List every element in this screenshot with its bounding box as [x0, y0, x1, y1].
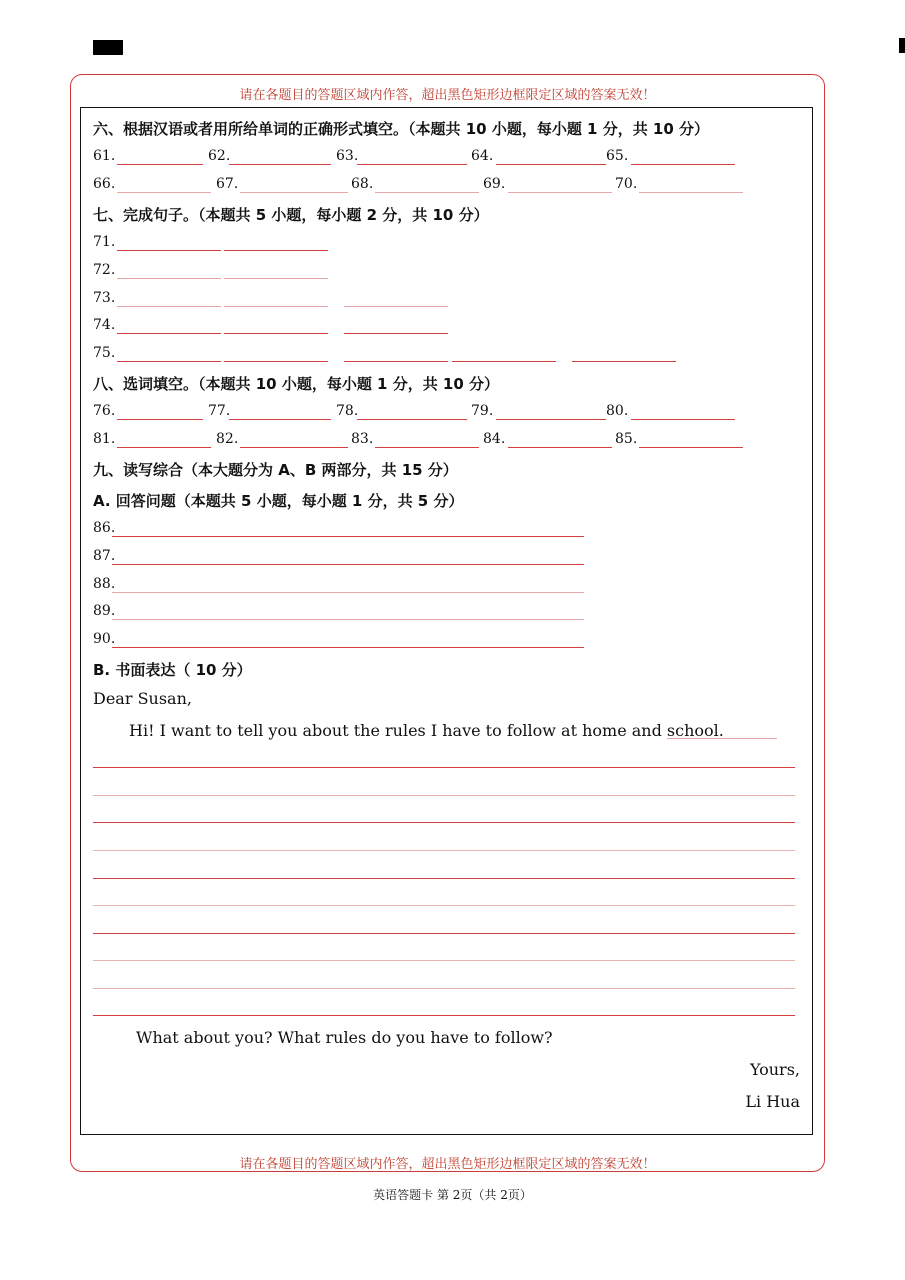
writing-line-2[interactable]	[93, 795, 795, 796]
alignment-marker-left	[93, 40, 123, 55]
q79-label: 79.	[471, 403, 494, 419]
q72-row	[93, 262, 793, 284]
q67-label: 67.	[216, 176, 239, 192]
page-footer: 英语答题卡 第 2页（共 2页）	[373, 1188, 532, 1202]
q89-answer-line[interactable]	[112, 619, 584, 620]
part-b-heading: B. 书面表达（ 10 分）	[93, 661, 252, 679]
q78-blank[interactable]	[357, 419, 467, 420]
q85-blank[interactable]	[639, 447, 743, 448]
q87-label: 87.	[93, 548, 116, 564]
q77-label: 77.	[208, 403, 231, 419]
q83-label: 83.	[351, 431, 374, 447]
section8-row2	[93, 431, 793, 453]
q88-row	[93, 576, 793, 598]
q79-blank[interactable]	[496, 419, 606, 420]
q80-blank[interactable]	[631, 419, 735, 420]
top-warning: 请在各题目的答题区域内作答，超出黑色矩形边框限定区域的答案无效！	[239, 88, 656, 103]
q75-blank-4[interactable]	[452, 361, 556, 362]
q74-label: 74.	[93, 317, 116, 333]
letter-signature: Li Hua	[745, 1092, 800, 1111]
bottom-warning: 请在各题目的答题区域内作答，超出黑色矩形边框限定区域的答案无效！	[239, 1157, 656, 1172]
part-a-heading: A. 回答问题（本题共 5 小题，每小题 1 分，共 5 分）	[93, 492, 464, 510]
writing-line-6[interactable]	[93, 905, 795, 906]
q84-label: 84.	[483, 431, 506, 447]
section8-heading: 八、选词填空。（本题共 10 小题，每小题 1 分，共 10 分）	[93, 375, 500, 393]
q88-label: 88.	[93, 576, 116, 592]
q76-blank[interactable]	[117, 419, 203, 420]
q89-row	[93, 603, 793, 625]
q73-blank-3[interactable]	[344, 306, 448, 307]
q82-label: 82.	[216, 431, 239, 447]
q65-label: 65.	[606, 148, 629, 164]
q86-row	[93, 520, 793, 542]
section9-heading: 九、读写综合（本大题分为 A、B 两部分，共 15 分）	[93, 461, 458, 479]
q62-blank[interactable]	[229, 164, 331, 165]
q70-blank[interactable]	[639, 192, 743, 193]
q74-blank-3[interactable]	[344, 333, 448, 334]
q72-label: 72.	[93, 262, 116, 278]
q78-label: 78.	[336, 403, 359, 419]
q73-row	[93, 290, 793, 312]
q69-label: 69.	[483, 176, 506, 192]
writing-line-1[interactable]	[93, 767, 795, 768]
q87-row	[93, 548, 793, 570]
alignment-marker-right	[899, 38, 905, 53]
q81-blank[interactable]	[117, 447, 211, 448]
q84-blank[interactable]	[508, 447, 612, 448]
q81-label: 81.	[93, 431, 116, 447]
q71-row	[93, 234, 793, 256]
q70-label: 70.	[615, 176, 638, 192]
q63-blank[interactable]	[357, 164, 467, 165]
section6-row1	[93, 148, 793, 170]
q74-row	[93, 317, 793, 339]
q61-label: 61.	[93, 148, 116, 164]
q73-blank-2[interactable]	[224, 306, 328, 307]
writing-line-4[interactable]	[93, 850, 795, 851]
q75-blank-5[interactable]	[572, 361, 676, 362]
q64-label: 64.	[471, 148, 494, 164]
q85-label: 85.	[615, 431, 638, 447]
q75-blank-3[interactable]	[344, 361, 448, 362]
section7-heading: 七、完成句子。（本题共 5 小题，每小题 2 分，共 10 分）	[93, 206, 489, 224]
q88-answer-line[interactable]	[112, 592, 584, 593]
q75-label: 75.	[93, 345, 116, 361]
writing-line-8[interactable]	[93, 960, 795, 961]
writing-line-7[interactable]	[93, 933, 795, 934]
q72-blank-2[interactable]	[224, 278, 328, 279]
q82-blank[interactable]	[240, 447, 348, 448]
q75-blank-2[interactable]	[224, 361, 328, 362]
q80-label: 80.	[606, 403, 629, 419]
q68-label: 68.	[351, 176, 374, 192]
q75-row	[93, 345, 793, 367]
q62-label: 62.	[208, 148, 231, 164]
writing-line-3[interactable]	[93, 822, 795, 823]
q76-label: 76.	[93, 403, 116, 419]
letter-opening-blank[interactable]	[667, 738, 777, 739]
q73-label: 73.	[93, 290, 116, 306]
section8-row1	[93, 403, 793, 425]
q71-blank-1[interactable]	[117, 250, 221, 251]
q73-blank-1[interactable]	[117, 306, 221, 307]
q69-blank[interactable]	[508, 192, 612, 193]
q87-answer-line[interactable]	[112, 564, 584, 565]
writing-line-9[interactable]	[93, 988, 795, 989]
q86-answer-line[interactable]	[112, 536, 584, 537]
q89-label: 89.	[93, 603, 116, 619]
q68-blank[interactable]	[375, 192, 479, 193]
q74-blank-1[interactable]	[117, 333, 221, 334]
q63-label: 63.	[336, 148, 359, 164]
q72-blank-1[interactable]	[117, 278, 221, 279]
q77-blank[interactable]	[229, 419, 331, 420]
writing-line-10[interactable]	[93, 1015, 795, 1016]
q90-answer-line[interactable]	[112, 647, 584, 648]
q71-label: 71.	[93, 234, 116, 250]
letter-opening: Hi! I want to tell you about the rules I have to follow at home and school.	[129, 721, 724, 740]
q66-blank[interactable]	[117, 192, 211, 193]
q74-blank-2[interactable]	[224, 333, 328, 334]
writing-line-5[interactable]	[93, 878, 795, 879]
q65-blank[interactable]	[631, 164, 735, 165]
q75-blank-1[interactable]	[117, 361, 221, 362]
q90-row	[93, 631, 793, 653]
q83-blank[interactable]	[375, 447, 479, 448]
q66-label: 66.	[93, 176, 116, 192]
q64-blank[interactable]	[496, 164, 606, 165]
letter-signoff: Yours,	[749, 1060, 800, 1079]
q90-label: 90.	[93, 631, 116, 647]
q71-blank-2[interactable]	[224, 250, 328, 251]
q86-label: 86.	[93, 520, 116, 536]
letter-closing-question: What about you? What rules do you have to follow?	[136, 1028, 553, 1047]
section6-row2	[93, 176, 793, 198]
section6-heading: 六、根据汉语或者用所给单词的正确形式填空。（本题共 10 小题，每小题 1 分，共 10 分）	[93, 120, 710, 138]
letter-greeting: Dear Susan,	[93, 689, 192, 708]
q61-blank[interactable]	[117, 164, 203, 165]
q67-blank[interactable]	[240, 192, 348, 193]
